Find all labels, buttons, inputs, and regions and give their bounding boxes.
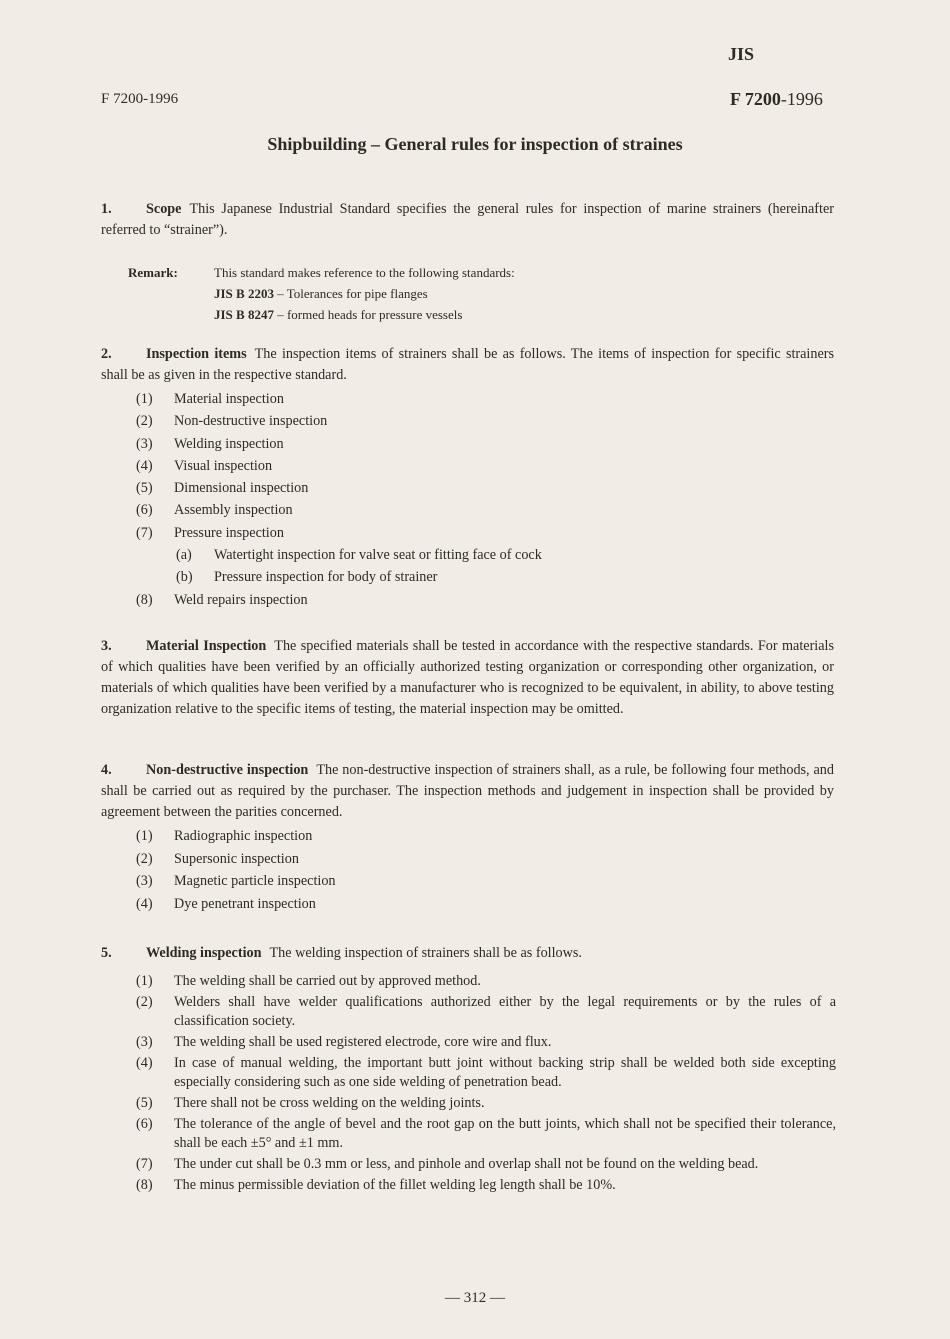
standard-code-year: -1996 bbox=[780, 89, 823, 109]
item-number: (7) bbox=[136, 524, 153, 541]
item-number: (1) bbox=[136, 973, 153, 989]
item-text: Non-destructive inspection bbox=[174, 413, 328, 430]
section-scope bbox=[101, 199, 834, 241]
item-number: (4) bbox=[136, 457, 153, 474]
item-number: (5) bbox=[136, 480, 153, 497]
document-title: Shipbuilding – General rules for inspection of straines bbox=[267, 134, 683, 154]
item-number: (7) bbox=[136, 1156, 153, 1172]
item-text: The tolerance of the angle of bevel and the root gap on the butt joints, which shall not be specified their tolerance, shall be each ±5° and ±1 mm. bbox=[174, 1116, 836, 1151]
reference-item bbox=[214, 283, 634, 304]
item-text: The under cut shall be 0.3 mm or less, and pinhole and overlap shall not be found on the welding bead. bbox=[174, 1156, 759, 1172]
item-text: Dye penetrant inspection bbox=[174, 895, 316, 912]
item-number: (2) bbox=[136, 850, 153, 867]
list-item bbox=[136, 1033, 836, 1052]
item-text: In case of manual welding, the important butt joint without backing strip shall be welded both side excepting especially considering such as one side welding of penetration bead. bbox=[174, 1055, 836, 1090]
item-text: The welding shall be carried out by approved method. bbox=[174, 973, 481, 989]
item-text: Visual inspection bbox=[174, 457, 273, 474]
item-text: Welders shall have welder qualifications authorized either by the legal requirements or by the rules of a classification society. bbox=[174, 994, 836, 1029]
reference-text: – formed heads for pressure vessels bbox=[273, 307, 463, 322]
item-text: The welding shall be used registered electrode, core wire and flux. bbox=[174, 1034, 552, 1050]
standard-code-right bbox=[730, 89, 823, 110]
section-number: 1. bbox=[101, 201, 112, 217]
section-heading: Scope bbox=[146, 201, 182, 217]
section-number: 2. bbox=[101, 346, 112, 362]
item-number: (1) bbox=[136, 391, 153, 407]
section-non-destructive-inspection bbox=[101, 760, 834, 823]
page-number: — 312 — bbox=[445, 1290, 505, 1306]
section-welding-inspection bbox=[101, 943, 834, 964]
item-text: Pressure inspection bbox=[174, 524, 284, 541]
section-material-inspection bbox=[101, 636, 834, 720]
item-number: (b) bbox=[176, 569, 193, 586]
reference-text: – Tolerances for pipe flanges bbox=[273, 286, 428, 301]
item-number: (a) bbox=[176, 547, 192, 564]
section-text: The specified materials shall be tested in accordance with the respective standards. For materials of which qualities have been verified by an officially authorized testing organization or corresponding other organization, or materials of which qualities have been verified by a manufacturer who is recognized to be equivalent, in ability, to above testing organization relative to the specific items of testing, the material inspection may be omitted. bbox=[101, 638, 835, 717]
item-text: Supersonic inspection bbox=[174, 850, 299, 867]
item-number: (4) bbox=[136, 1055, 153, 1071]
list-item bbox=[136, 993, 836, 1031]
item-text: Dimensional inspection bbox=[174, 480, 309, 497]
item-text: Material inspection bbox=[174, 391, 284, 407]
standard-code-number: F 7200 bbox=[730, 89, 781, 109]
section-heading: Inspection items bbox=[146, 346, 247, 362]
item-number: (1) bbox=[136, 828, 153, 844]
standard-code-left: F 7200-1996 bbox=[101, 91, 179, 107]
welding-requirements-list bbox=[136, 972, 836, 1197]
section-number: 4. bbox=[101, 762, 112, 778]
reference-code: JIS B 2203 bbox=[214, 286, 274, 301]
list-item bbox=[136, 1054, 836, 1092]
item-number: (2) bbox=[136, 413, 153, 430]
item-text: Weld repairs inspection bbox=[174, 591, 308, 608]
jis-mark: JIS bbox=[728, 44, 755, 64]
item-text: Pressure inspection for body of strainer bbox=[214, 569, 438, 586]
item-text: Radiographic inspection bbox=[174, 828, 313, 844]
section-text: The non-destructive inspection of strainers shall, as a rule, be following four methods, and shall be carried out as required by the purchaser. The inspection methods and judgement in inspection shall be provided by agreement between the parities concerned. bbox=[101, 762, 834, 820]
section-text: This Japanese Industrial Standard specifies the general rules for inspection of marine strainers (hereinafter referred to “strainer”). bbox=[101, 201, 834, 238]
item-number: (5) bbox=[136, 1095, 153, 1111]
list-item bbox=[136, 972, 836, 991]
item-number: (3) bbox=[136, 435, 153, 452]
item-number: (2) bbox=[136, 994, 153, 1010]
section-text: The inspection items of strainers shall be as follows. The items of inspection for specific strainers shall be as given in the respective standard. bbox=[101, 346, 835, 383]
item-number: (4) bbox=[136, 895, 153, 912]
item-number: (6) bbox=[136, 502, 153, 519]
item-number: (3) bbox=[136, 1034, 153, 1050]
item-text: Welding inspection bbox=[174, 435, 284, 452]
item-text: Watertight inspection for valve seat or fitting face of cock bbox=[214, 547, 542, 564]
item-number: (8) bbox=[136, 1177, 153, 1193]
section-number: 5. bbox=[101, 945, 112, 961]
item-text: Assembly inspection bbox=[174, 502, 293, 519]
item-number: (8) bbox=[136, 591, 153, 608]
list-item bbox=[136, 1115, 836, 1153]
section-heading: Welding inspection bbox=[146, 945, 262, 961]
reference-code: JIS B 8247 bbox=[214, 307, 274, 322]
remark-intro: This standard makes reference to the following standards: bbox=[214, 265, 515, 280]
section-number: 3. bbox=[101, 638, 112, 654]
item-text: Magnetic particle inspection bbox=[174, 873, 336, 889]
section-inspection-items bbox=[101, 344, 834, 386]
list-item bbox=[136, 1094, 836, 1113]
remark-label: Remark: bbox=[128, 265, 178, 280]
item-text: There shall not be cross welding on the welding joints. bbox=[174, 1095, 485, 1111]
list-item bbox=[136, 1176, 836, 1195]
item-number: (6) bbox=[136, 1116, 153, 1132]
section-heading: Non-destructive inspection bbox=[146, 762, 309, 778]
item-number: (3) bbox=[136, 873, 153, 889]
section-heading: Material Inspection bbox=[146, 638, 267, 654]
section-text: The welding inspection of strainers shall be as follows. bbox=[269, 945, 582, 961]
item-text: The minus permissible deviation of the fillet welding leg length shall be 10%. bbox=[174, 1177, 616, 1193]
reference-item bbox=[214, 304, 634, 325]
list-item bbox=[136, 1155, 836, 1174]
